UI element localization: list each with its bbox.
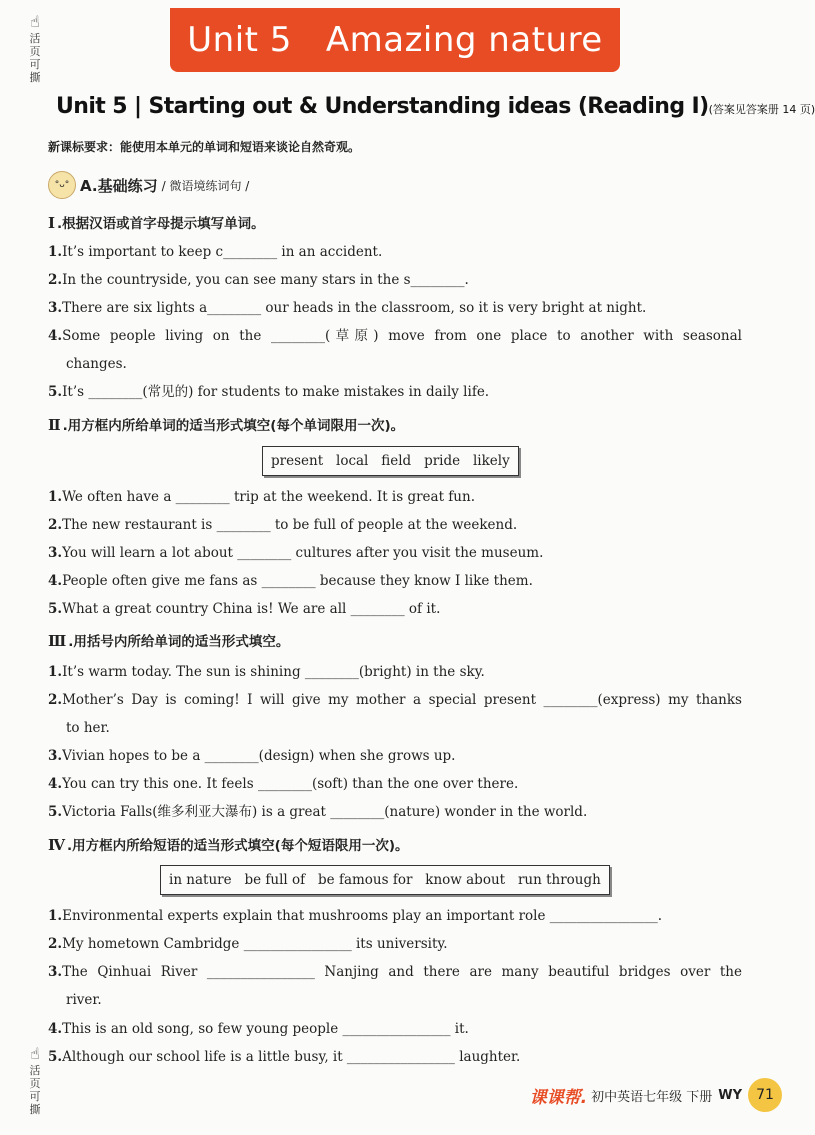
lesson-heading [56, 94, 815, 119]
unit-title: Unit 5 Amazing nature [187, 20, 603, 60]
question: 1.It’s warm today. The sun is shining ________(bright) in the sky. [48, 664, 485, 680]
section-a-title: A.基础练习 [80, 176, 158, 195]
question-continuation: to her. [66, 720, 110, 736]
question: 4.Some people living on the ________(草原) move from one place to another with seasonal [48, 328, 742, 344]
question-continuation: changes. [66, 356, 127, 372]
question: 1.It’s important to keep c________ in an accident. [48, 244, 383, 260]
question: 4.This is an old song, so few young people ________________ it. [48, 1021, 469, 1037]
question: 3.There are six lights a________ our heads in the classroom, so it is very bright at night. [48, 300, 647, 316]
question: 5.Although our school life is a little busy, it ________________ laughter. [48, 1049, 521, 1065]
tear-off-label: 活页可撕 [29, 1064, 41, 1116]
smiley-face-icon: °ᴗ° [48, 171, 76, 199]
question: 4.People often give me fans as ________ because they know I like them. [48, 573, 533, 589]
edition-label: WY [718, 1087, 742, 1103]
question: 3.The Qinhuai River ________________ Nanjing and there are many beautiful bridges over the [48, 964, 742, 980]
question: 2.Mother’s Day is coming! I will give my mother a special present ________(express) my thanks [48, 692, 742, 708]
book-title: 初中英语七年级 下册 [591, 1089, 713, 1105]
tear-off-tab-bottom [18, 1046, 52, 1116]
brand-logo: 课课帮. [529, 1087, 588, 1108]
phrase-bank-box: in nature be full of be famous for know about run through [160, 865, 610, 895]
page-number: 71 [748, 1078, 782, 1112]
unit-banner [170, 8, 620, 72]
part-1-instruction: Ⅰ .根据汉语或首字母提示填写单词。 [48, 214, 265, 232]
question: 5.What a great country China is! We are all ________ of it. [48, 601, 441, 617]
question: 2.The new restaurant is ________ to be full of people at the weekend. [48, 517, 518, 533]
tear-off-label: 活页可撕 [29, 32, 41, 84]
word-bank-box: present local field pride likely [262, 446, 519, 476]
question: 3.Vivian hopes to be a ________(design) when she grows up. [48, 748, 456, 764]
answer-note: (答案见答案册 14 页) [708, 103, 815, 116]
question: 1.Environmental experts explain that mushrooms play an important role ________________. [48, 908, 663, 924]
hand-icon: ☝ [30, 12, 40, 31]
part-4-instruction: Ⅳ .用方框内所给短语的适当形式填空(每个短语限用一次)。 [48, 836, 409, 854]
lesson-title: Unit 5 | Starting out & Understanding ideas (Reading Ⅰ) [56, 94, 709, 119]
question: 2.In the countryside, you can see many stars in the s________. [48, 272, 469, 288]
question: 5.It’s ________(常见的) for students to make mistakes in daily life. [48, 384, 490, 400]
question: 1.We often have a ________ trip at the weekend. It is great fun. [48, 489, 475, 505]
question: 4.You can try this one. It feels ________(soft) than the one over there. [48, 776, 519, 792]
part-3-instruction: Ⅲ .用括号内所给单词的适当形式填空。 [48, 632, 290, 650]
question: 3.You will learn a lot about ________ cultures after you visit the museum. [48, 545, 544, 561]
question-continuation: river. [66, 992, 102, 1008]
section-a-header [48, 172, 249, 198]
question: 5.Victoria Falls(维多利亚大瀑布) is a great ________(nature) wonder in the world. [48, 804, 588, 820]
page-footer [530, 1078, 782, 1112]
part-2-instruction: Ⅱ .用方框内所给单词的适当形式填空(每个单词限用一次)。 [48, 416, 405, 434]
curriculum-requirement: 新课标要求：能使用本单元的单词和短语来谈论自然奇观。 [48, 140, 361, 154]
section-a-subtitle: / 微语境练词句 / [161, 178, 250, 193]
tear-off-tab-top [18, 14, 52, 84]
question: 2.My hometown Cambridge ________________ its university. [48, 936, 448, 952]
hand-icon: ☝ [30, 1044, 40, 1063]
